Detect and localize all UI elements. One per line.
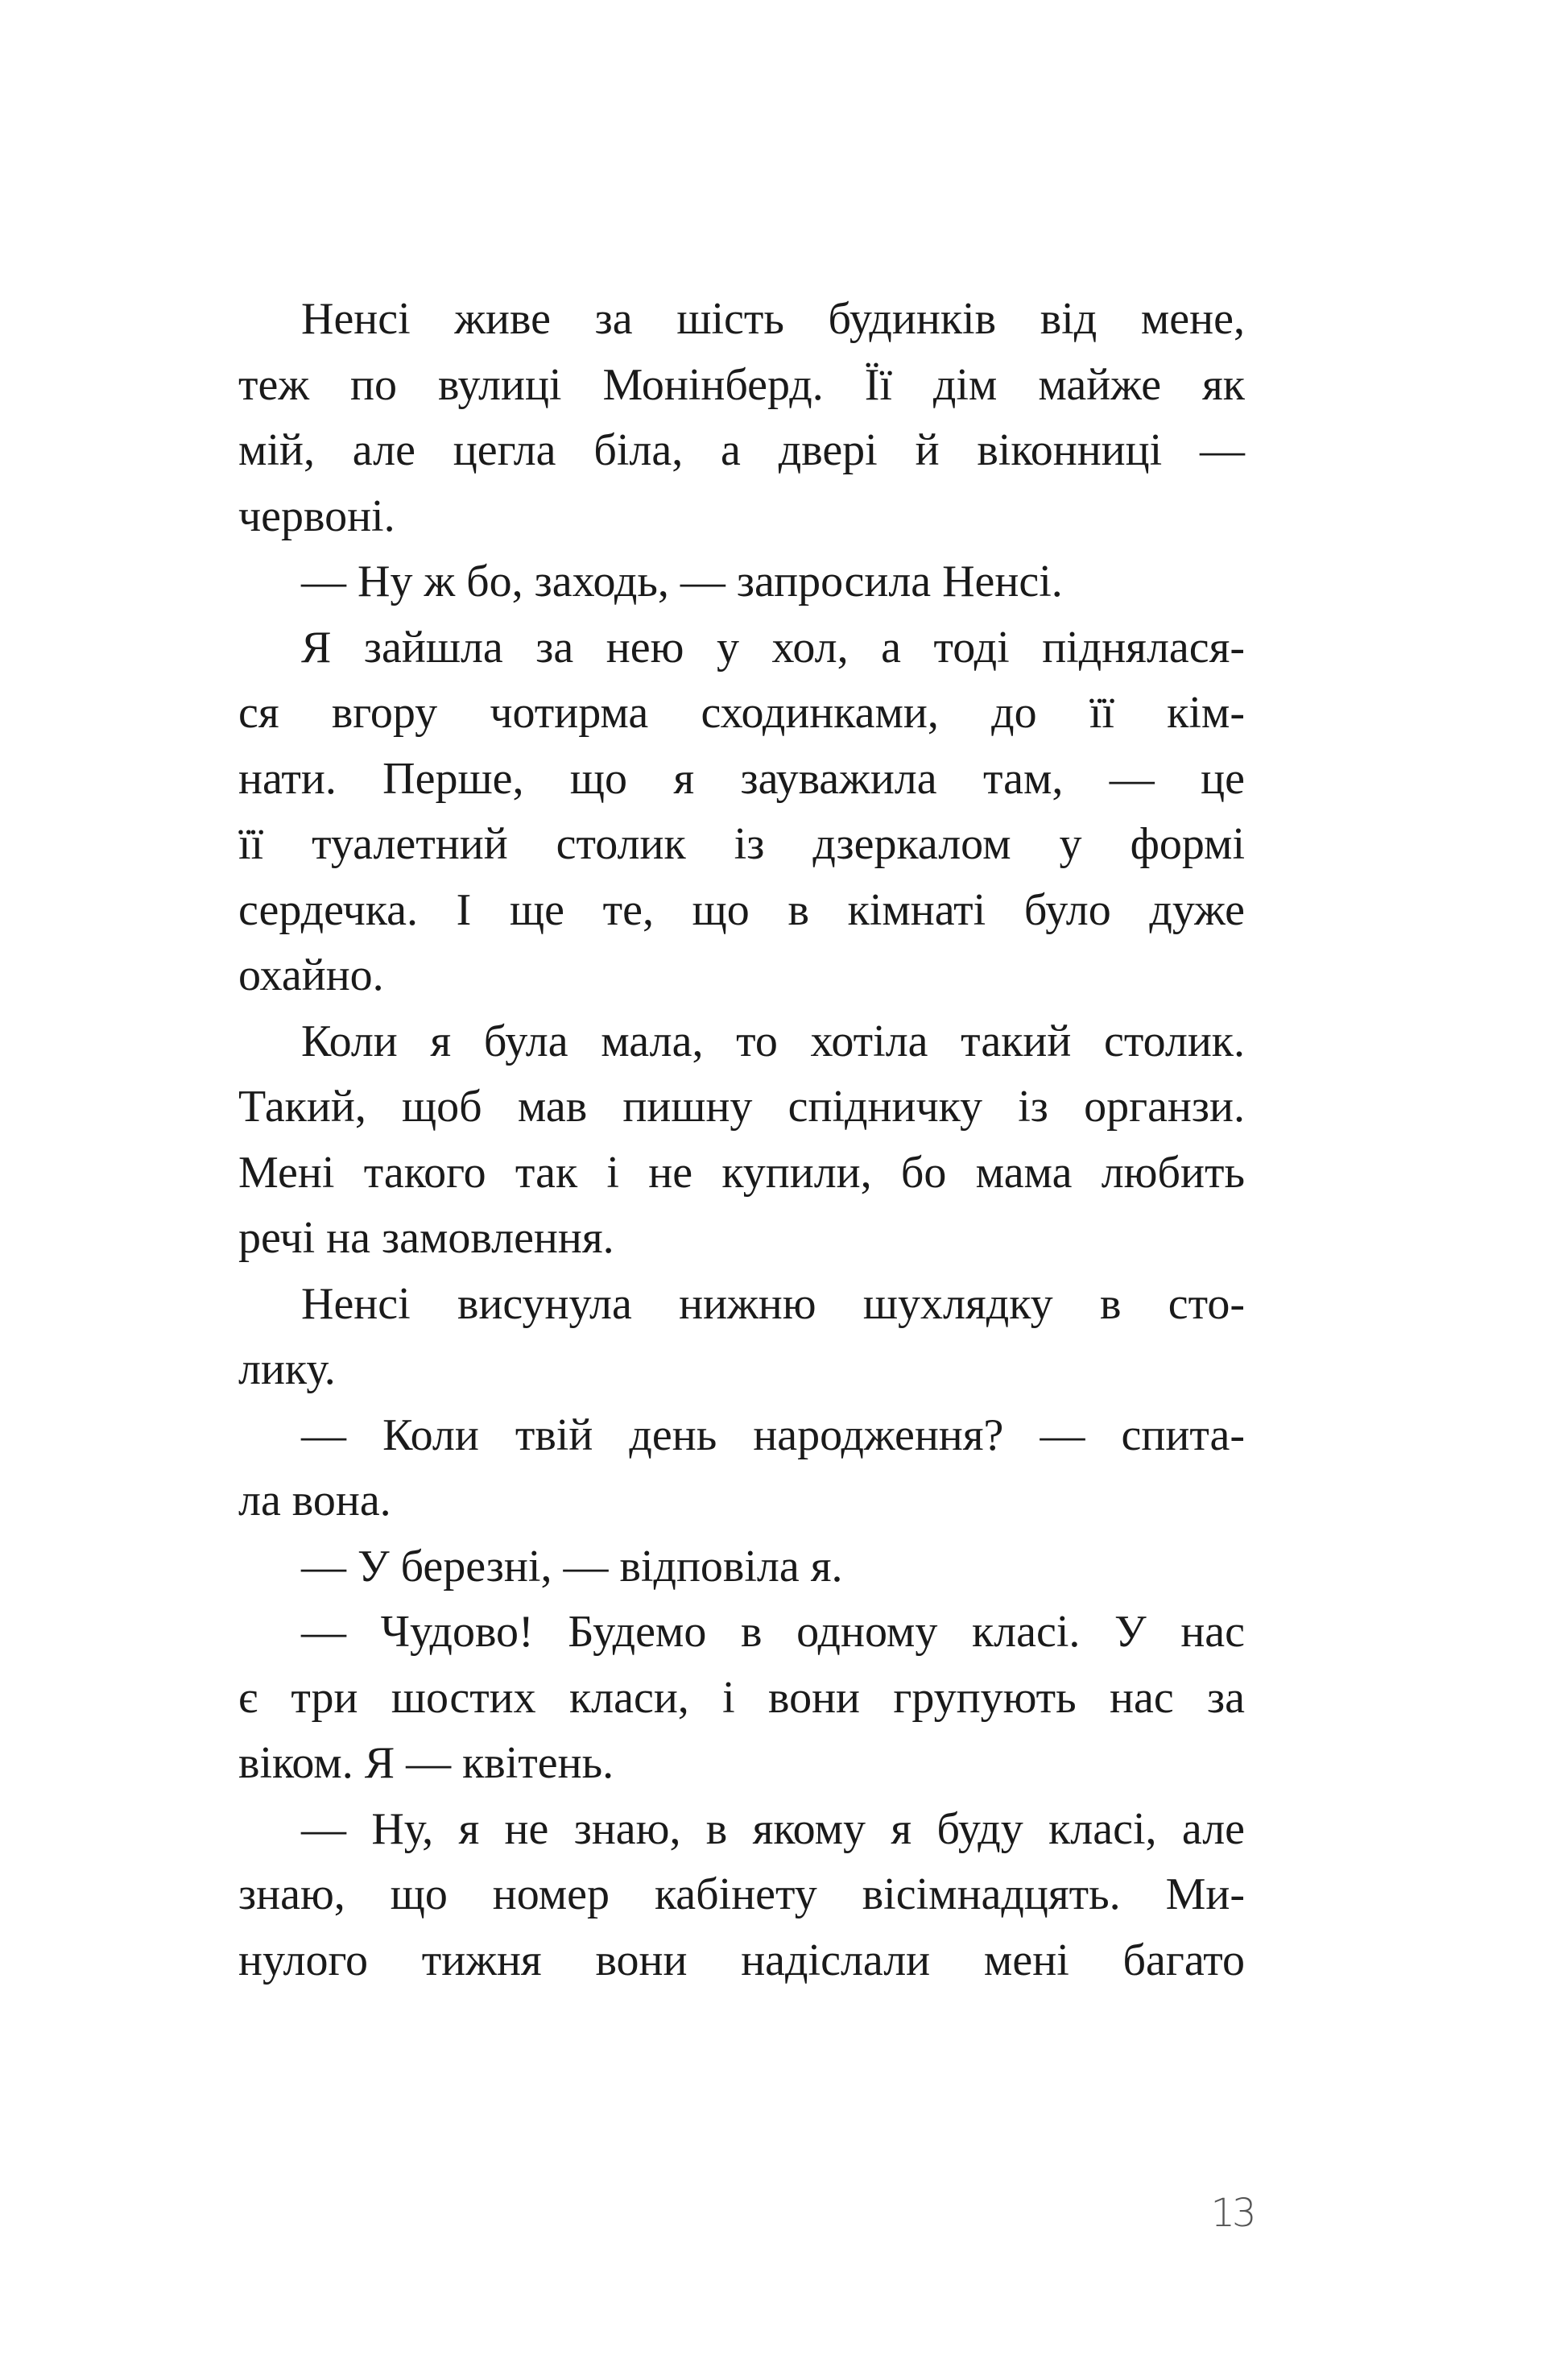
text-line: — Чудово! Будемо в одному класі. У нас (301, 1607, 1245, 1657)
text-line: Ненсі висунула нижню шухлядку в сто- (301, 1278, 1245, 1329)
text-line: ла вона. (238, 1476, 391, 1525)
text-line: є три шостих класи, і вони групують нас за (238, 1672, 1245, 1723)
text-line: — Ну, я не знаю, в якому я буду класі, але (301, 1803, 1245, 1854)
text-line: її туалетний столик із дзеркалом у формі (238, 819, 1245, 869)
text-line: ся вгору чотирма сходинками, до її кім- (238, 688, 1245, 738)
text-line: Такий, щоб мав пишну спідничку із органзи. (238, 1082, 1245, 1132)
text-line: нати. Перше, що я зауважила там, — це (238, 753, 1245, 804)
text-line: Я зайшла за нею у хол, а тоді піднялася- (301, 622, 1245, 673)
text-line: мій, але цегла біла, а двері й віконниці — (238, 425, 1245, 475)
text-line: — У березні, — відповіла я. (301, 1541, 843, 1591)
text-line: теж по вулиці Монінберд. Її дім майже як (238, 359, 1245, 410)
text-line: Мені такого так і не купили, бо мама любить (238, 1147, 1245, 1198)
text-line: — Ну ж бо, заходь, — запросила Ненсі. (301, 557, 1063, 606)
text-line: охайно. (238, 950, 384, 1000)
text-line: сердечка. І ще те, що в кімнаті було дуже (238, 884, 1245, 935)
page-number: 13 (1210, 2191, 1254, 2236)
text-line: знаю, що номер кабінету вісімнадцять. Ми- (238, 1869, 1245, 1919)
text-line: червоні. (238, 490, 395, 541)
text-line: Коли я була мала, то хотіла такий столик. (301, 1016, 1245, 1066)
body-text (238, 287, 1245, 1993)
text-line: нулого тижня вони надіслали мені багато (238, 1935, 1245, 1985)
text-line: речі на замовлення. (238, 1213, 614, 1263)
text-line: — Коли твій день народження? — спита- (301, 1409, 1245, 1460)
text-line: Ненсі живе за шість будинків від мене, (301, 294, 1245, 344)
text-line: лику. (238, 1344, 336, 1394)
text-line: віком. Я — квітень. (238, 1738, 614, 1788)
